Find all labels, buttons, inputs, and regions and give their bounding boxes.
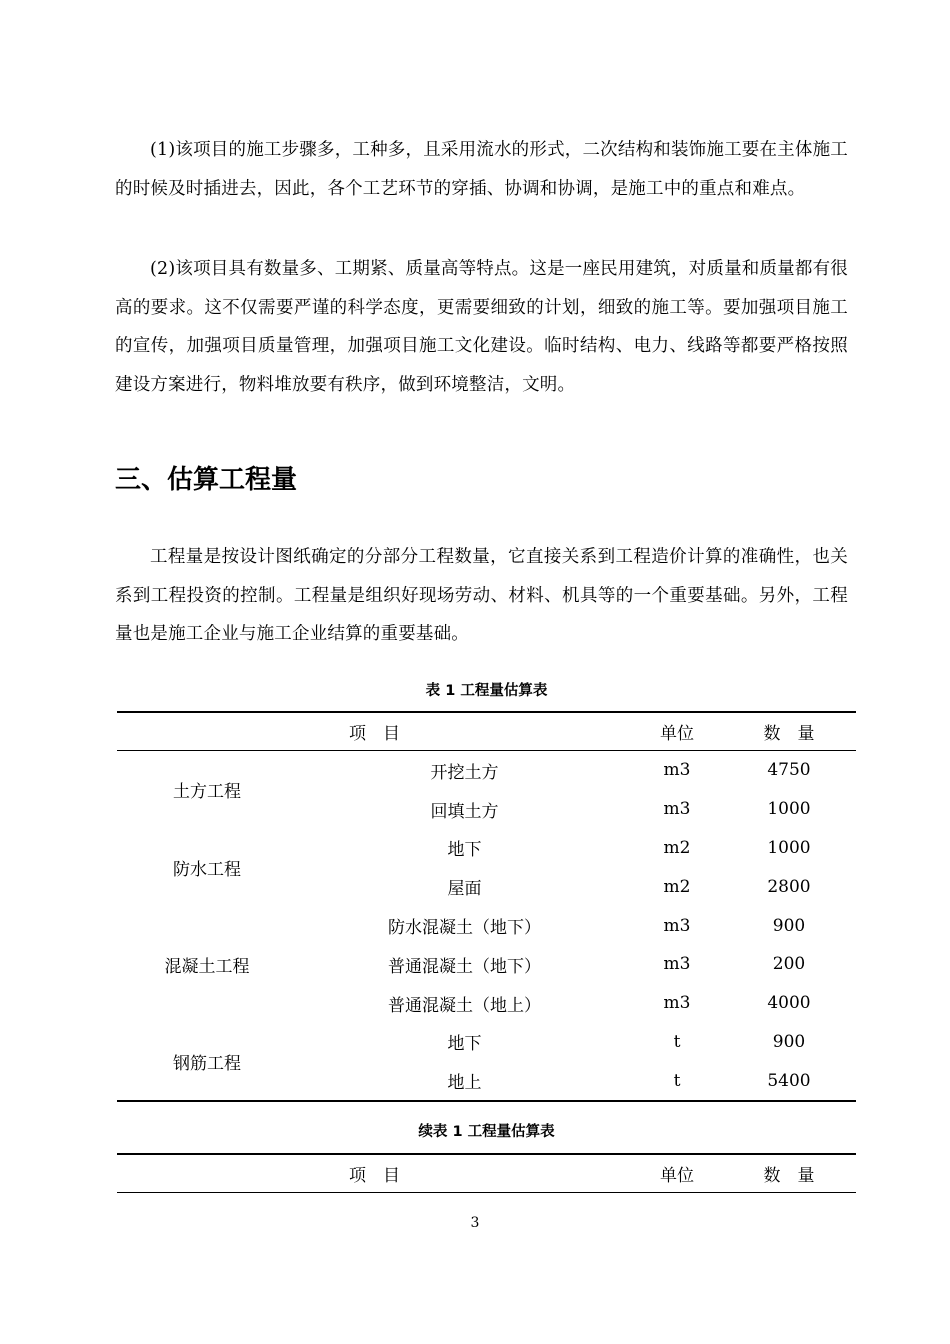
header-qty: 数 量 [722, 712, 856, 751]
item-cell: 屋面 [447, 879, 482, 900]
paragraph-3: 工程量是按设计图纸确定的分部分工程数量，它直接关系到工程造价计算的准确性，也关系到工程投资的控制。工程量是组织好现场劳动、材料、机具等的一个重要基础。另外，工程量也是施工企业与施工企业结算的重要基础。 [115, 547, 848, 644]
header-unit: 单位 [632, 1154, 722, 1193]
qty-cell: 4750 [767, 760, 811, 781]
qty-cell: 200 [772, 954, 806, 975]
item-cell: 开挖土方 [430, 762, 499, 783]
unit-cell: m3 [663, 915, 691, 936]
table-row [117, 906, 856, 945]
table-header-row [117, 1154, 856, 1193]
unit-cell: m2 [663, 876, 691, 897]
qty-cell: 900 [772, 1031, 806, 1052]
category-cell: 混凝土工程 [164, 956, 250, 977]
unit-cell: m2 [663, 837, 691, 858]
unit-cell: m3 [663, 954, 691, 975]
unit-cell: t [673, 1031, 681, 1052]
quantity-estimate-table [117, 711, 856, 1102]
unit-cell: m3 [663, 760, 691, 781]
item-cell: 防水混凝土（地下） [388, 918, 541, 939]
page-number: 3 [470, 1215, 480, 1231]
header-item: 项 目 [117, 712, 632, 751]
item-cell: 普通混凝土（地上） [388, 995, 541, 1016]
category-cell: 钢筋工程 [117, 1023, 297, 1102]
unit-cell: t [632, 1061, 722, 1101]
item-cell: 地下 [447, 840, 482, 861]
paragraph-1: (1)该项目的施工步骤多，工种多，且采用流水的形式，二次结构和装饰施工要在主体施工的时候及时插进去，因此，各个工艺环节的穿插、协调和协调，是施工中的重点和难点。 [115, 140, 848, 199]
table-row [117, 1023, 856, 1062]
qty-cell: 1000 [767, 837, 811, 858]
qty-cell: 1000 [767, 799, 811, 820]
qty-cell: 5400 [722, 1061, 856, 1101]
continued-table-caption: 续表 1 工程量估算表 [418, 1124, 555, 1140]
item-cell: 普通混凝土（地下） [388, 956, 541, 977]
section-heading: 三、估算工程量 [115, 465, 298, 495]
table-header-row [117, 712, 856, 751]
item-cell: 地上 [297, 1061, 632, 1101]
category-cell: 防水工程 [173, 859, 241, 880]
paragraph-2: (2)该项目具有数量多、工期紧、质量高等特点。这是一座民用建筑，对质量和质量都有很高的要求。这不仅需要严谨的科学态度，更需要细致的计划，细致的施工等。要加强项目施工的宣传，加强项目质量管理，加强项目施工文化建设。临时结构、电力、线路等都要严格按照建设方案进行，物料堆放要有秩序，做到环境整洁，文明。 [115, 259, 848, 395]
header-unit: 单位 [632, 712, 722, 751]
continued-table [117, 1153, 856, 1193]
item-cell: 回填土方 [430, 801, 499, 822]
table-row [117, 829, 856, 868]
table-caption: 表 1 工程量估算表 [425, 683, 548, 699]
header-item: 项 目 [117, 1154, 632, 1193]
qty-cell: 4000 [767, 993, 811, 1014]
header-qty: 数 量 [722, 1154, 856, 1193]
category-cell: 土方工程 [173, 782, 241, 803]
qty-cell: 900 [772, 915, 806, 936]
qty-cell: 2800 [767, 876, 811, 897]
unit-cell: m3 [663, 993, 691, 1014]
unit-cell: m3 [663, 799, 691, 820]
item-cell: 地下 [447, 1034, 482, 1055]
table-row [117, 751, 856, 790]
